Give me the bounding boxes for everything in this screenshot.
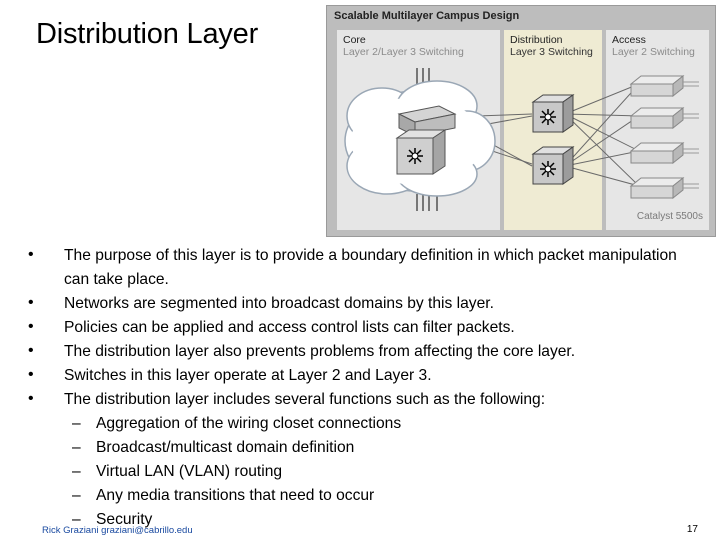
bullet-glyph: • <box>28 390 34 407</box>
sub-bullet-text: Aggregation of the wiring closet connections <box>96 415 402 432</box>
bullet-text: Networks are segmented into broadcast domains by this layer. <box>64 295 494 312</box>
sub-bullet-text: Virtual LAN (VLAN) routing <box>96 463 283 480</box>
figure-title: Scalable Multilayer Campus Design <box>334 10 520 22</box>
bullet-text: Policies can be applied and access control lists can filter packets. <box>64 319 515 336</box>
dash-glyph: – <box>72 415 81 432</box>
sub-bullet-item <box>24 436 704 460</box>
distribution-subheading: Layer 3 Switching <box>510 46 593 58</box>
bullet-glyph: • <box>28 366 34 383</box>
bullet-glyph: • <box>28 246 34 263</box>
bullet-item <box>24 340 704 364</box>
distribution-switch-icon <box>533 147 573 184</box>
sub-bullet-text: Any media transitions that need to occur <box>96 487 375 504</box>
access-switch-icon <box>631 143 683 163</box>
dash-glyph: – <box>72 463 81 480</box>
bullet-item <box>24 388 704 412</box>
bullet-glyph: • <box>28 294 34 311</box>
slide-title: Distribution Layer <box>36 18 259 50</box>
sub-bullet-list <box>24 412 704 532</box>
bullet-item <box>24 244 704 292</box>
bullet-text: Switches in this layer operate at Layer 2 and Layer 3. <box>64 367 432 384</box>
bullet-glyph: • <box>28 318 34 335</box>
dash-glyph: – <box>72 511 81 528</box>
bullet-item <box>24 292 704 316</box>
bullet-item <box>24 316 704 340</box>
access-switch-icon <box>631 108 683 128</box>
access-switch-icon <box>631 178 683 198</box>
access-heading: Access <box>612 34 646 46</box>
bullet-list <box>24 244 704 532</box>
dash-glyph: – <box>72 487 81 504</box>
access-drop-lines <box>683 82 699 188</box>
access-subheading: Layer 2 Switching <box>612 46 695 58</box>
sub-bullet-item <box>24 460 704 484</box>
page-number: 17 <box>686 524 698 535</box>
dash-glyph: – <box>72 439 81 456</box>
bullet-glyph: • <box>28 342 34 359</box>
campus-design-figure <box>326 5 716 237</box>
network-diagram <box>327 6 715 236</box>
bullet-text: The distribution layer includes several functions such as the following: <box>64 391 546 408</box>
sub-bullet-item <box>24 484 704 508</box>
sub-bullet-text: Security <box>96 511 153 528</box>
sub-bullet-group <box>24 412 704 532</box>
core-multilayer-switch-icon <box>397 130 445 174</box>
sub-bullet-text: Broadcast/multicast domain definition <box>96 439 355 456</box>
distribution-switch-icon <box>533 95 573 132</box>
core-heading: Core <box>343 34 366 46</box>
bullet-text: The distribution layer also prevents problems from affecting the core layer. <box>64 343 576 360</box>
core-subheading: Layer 2/Layer 3 Switching <box>343 46 464 58</box>
bullet-item <box>24 364 704 388</box>
device-label: Catalyst 5500s <box>636 211 703 222</box>
access-switch-icon <box>631 76 683 96</box>
distribution-heading: Distribution <box>510 34 563 46</box>
sub-bullet-item <box>24 412 704 436</box>
footer-author: Rick Graziani graziani@cabrillo.edu <box>42 525 193 536</box>
bullet-text: The purpose of this layer is to provide a boundary definition in which packet manipulation can take place. <box>64 247 677 288</box>
